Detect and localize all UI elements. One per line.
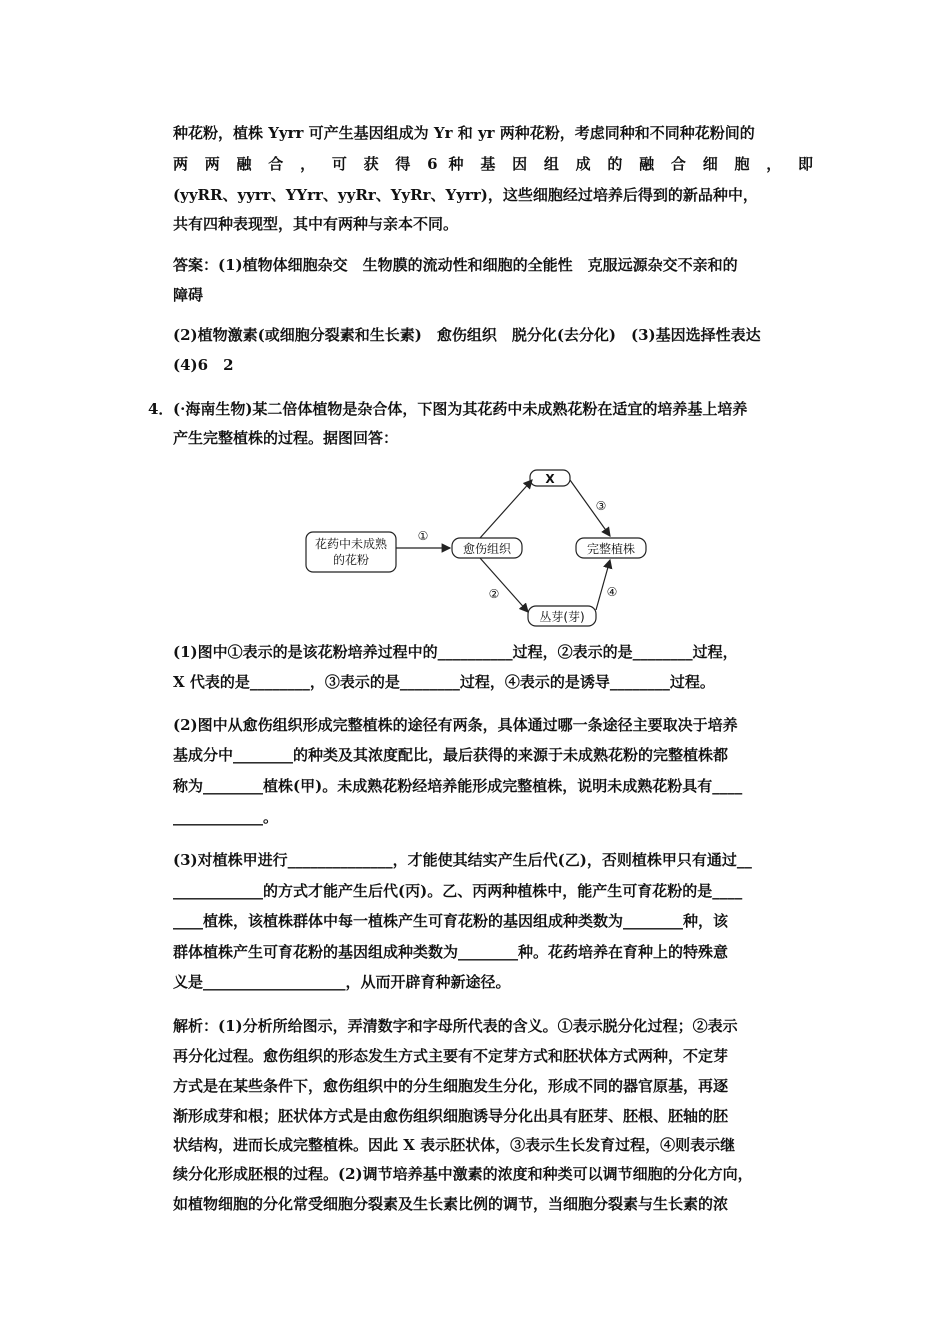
analysis-line-5: 状结构，进而长成完整植株。因此 X 表示胚状体，③表示生长发育过程，④则表示继 xyxy=(173,1136,736,1154)
sub3-line-5: 义是___________________，从而开辟育种新途径。 xyxy=(173,973,511,991)
callus-label: 愈伤组织 xyxy=(462,542,512,556)
sub3-line-4: 群体植株产生可育花粉的基因组成种类数为________种。花药培养在育种上的特殊意 xyxy=(173,943,729,961)
culture-process-diagram xyxy=(290,462,670,632)
step-2-label: ② xyxy=(488,587,500,601)
question-number: 4． xyxy=(148,400,174,418)
analysis-line-3: 方式是在某些条件下，愈伤组织中的分生细胞发生分化，形成不同的器官原基，再逐 xyxy=(173,1077,729,1095)
question-stem-line-2: 产生完整植株的过程。据图回答： xyxy=(173,429,399,447)
plant-label: 完整植株 xyxy=(586,542,636,556)
analysis-line-1: 解析：(1)分析所给图示，弄清数字和字母所代表的含义。①表示脱分化过程；②表示 xyxy=(173,1017,738,1035)
answer-line-1: 答案：(1)植物体细胞杂交 生物膜的流动性和细胞的全能性 克服远源杂交不亲和的 xyxy=(173,256,738,274)
x-label: X xyxy=(545,472,555,486)
answer-line-3: (2)植物激素(或细胞分裂素和生长素) 愈伤组织 脱分化(去分化) (3)基因选择性表达 xyxy=(173,326,761,344)
analysis-line-6: 续分化形成胚根的过程。(2)调节培养基中激素的浓度和种类可以调节细胞的分化方向， xyxy=(173,1165,753,1183)
analysis-line-7: 如植物细胞的分化常受细胞分裂素及生长素比例的调节，当细胞分裂素与生长素的浓 xyxy=(173,1195,729,1213)
step-4-label: ④ xyxy=(606,585,618,599)
step-3-label: ③ xyxy=(595,499,607,513)
sub1-line-2: X 代表的是________，③表示的是________过程，④表示的是诱导________过程。 xyxy=(173,673,715,691)
step-1-label: ① xyxy=(417,529,429,543)
analysis-line-4: 渐形成芽和根；胚状体方式是由愈伤组织细胞诱导分化出具有胚芽、胚根、胚轴的胚 xyxy=(173,1107,729,1125)
explanation-line-2: 两 两 融 合 ， 可 获 得 6 种 基 因 组 成 的 融 合 细 胞 ， 即 xyxy=(173,155,813,173)
answer-line-2: 障碍 xyxy=(173,286,204,304)
explanation-line-3: (yyRR、yyrr、YYrr、yyRr、YyRr、Yyrr)，这些细胞经过培养后得到的新品种中， xyxy=(173,186,758,204)
pollen-label-1: 花药中未成熟 xyxy=(314,537,388,551)
explanation-line-4: 共有四种表现型，其中有两种与亲本不同。 xyxy=(173,215,459,233)
bud-label: 丛芽(芽) xyxy=(539,610,585,624)
sub2-line-1: (2)图中从愈伤组织形成完整植株的途径有两条，具体通过哪一条途径主要取决于培养 xyxy=(173,716,738,734)
sub3-line-3: ____植株，该植株群体中每一植株产生可育花粉的基因组成种类数为________种，该 xyxy=(173,912,729,930)
sub3-line-1: (3)对植株甲进行______________，才能使其结实产生后代(乙)，否则植株甲只有通过__ xyxy=(173,851,752,869)
sub1-line-1: (1)图中①表示的是该花粉培养过程中的__________过程，②表示的是________过程， xyxy=(173,643,738,661)
sub2-line-2: 基成分中________的种类及其浓度配比，最后获得的来源于未成熟花粉的完整植株都 xyxy=(173,746,729,764)
analysis-line-2: 再分化过程。愈伤组织的形态发生方式主要有不定芽方式和胚状体方式两种，不定芽 xyxy=(173,1047,729,1065)
explanation-line-1: 种花粉，植株 Yyrr 可产生基因组成为 Yr 和 yr 两种花粉，考虑同种和不同种花粉间的 xyxy=(173,124,755,142)
question-stem-line-1: (·海南生物)某二倍体植物是杂合体，下图为其花药中未成熟花粉在适宜的培养基上培养 xyxy=(173,400,748,418)
pollen-label-2: 的花粉 xyxy=(332,553,370,567)
answer-line-4: (4)6 2 xyxy=(173,356,234,374)
sub2-line-4: ____________。 xyxy=(173,808,279,826)
sub3-line-2: ____________的方式才能产生后代(丙)。乙、丙两种植株中，能产生可育花粉的是____ xyxy=(173,882,743,900)
sub2-line-3: 称为________植株(甲)。未成熟花粉经培养能形成完整植株，说明未成熟花粉具有____ xyxy=(173,777,743,795)
